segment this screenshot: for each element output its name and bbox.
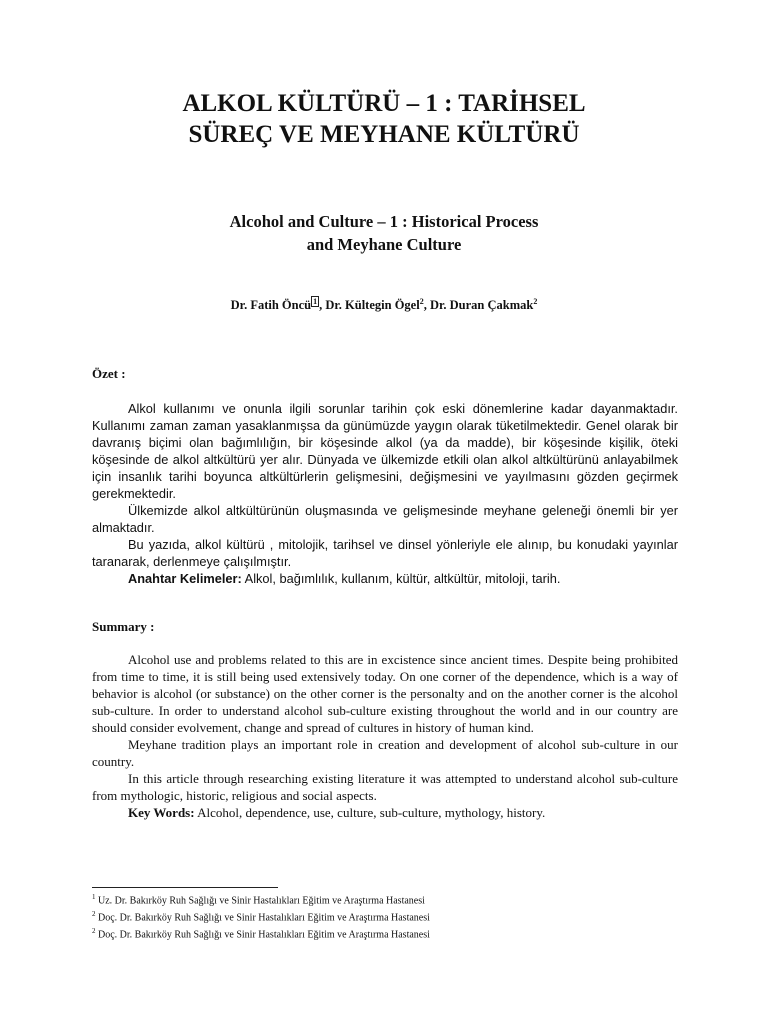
ozet-paragraph: Bu yazıda, alkol kültürü , mitolojik, tarihsel ve dinsel yönleriyle ele alınıp, bu konudaki yayınlar taranarak, derlenmeye çalışılmıştır. (92, 537, 678, 569)
summary-paragraph: Meyhane tradition plays an important role in creation and development of alcohol sub-culture in our country. (92, 737, 678, 769)
footnote-ref: 2 (419, 297, 424, 306)
title-line-1: ALKOL KÜLTÜRÜ – 1 : TARİHSEL (182, 90, 586, 117)
subtitle-line-1: Alcohol and Culture – 1 : Historical Process (229, 212, 539, 231)
summary-heading: Summary : (92, 619, 155, 634)
footnote-ref: 2 (533, 297, 538, 306)
summary-body (92, 651, 678, 821)
footnote-mark: 1 (92, 893, 96, 901)
footnotes (92, 891, 678, 941)
author-name: Dr. Kültegin Ögel (325, 298, 420, 313)
summary-paragraph: Alcohol use and problems related to this are in excistence since ancient times. Despite being prohibited from time to time, it is still being used extensively today. On one corner of the dependence, which is a way of behavior is alcohol (or substance) on the other corner is the personalty and on the another corner is the alcohol sub-culture. In order to understand alcohol sub-culture existing throughout the world and in our country are should consider evolvement, change and spread of cultures in history of human kind. (92, 652, 678, 735)
author-line: Dr. Fatih Öncü $^1$ , Dr. Kültegin Ögel$^2$, Dr. Duran Çakmak$^2$ (230, 297, 538, 313)
subtitle-line-2: and Meyhane Culture (306, 235, 462, 254)
english-subtitle (90, 210, 678, 256)
footnote-mark: 2 (92, 926, 96, 935)
footnote-mark: 2 (92, 909, 96, 918)
ozet-paragraph: Alkol kullanımı ve onunla ilgili sorunlar tarihin çok eski dönemlerine kadar dayanmaktadır. Kullanımı zaman zaman yasaklanmışsa da günümüzde yaygın olarak tüketilmektedir. Genel olarak bir davranış biçimi olan bağımlılığın, bir köşesinde alkol (ya da madde), bir köşesinde kişilik, öteki köşesinde de alkol altkültürü yer alır. Dünyada ve ülkemizde etkili olan alkol altkültürünü anlayabilmek için insanlık tarihi boyunca altkültürlerin gelişmesini, değişmesini ve yayılmasını gözden geçirmek gerekmektedir. (92, 401, 678, 501)
footnote-text: Uz. Dr. Bakırköy Ruh Sağlığı ve Sinir Hastalıkları Eğitim ve Araştırma Hastanesi (98, 895, 425, 907)
ozet-heading: Özet : (92, 366, 126, 381)
footnote (92, 891, 678, 908)
ozet-body (92, 400, 678, 587)
ozet-paragraph: Ülkemizde alkol altkültürünün oluşmasında ve gelişmesinde meyhane geleneği önemli bir yer almaktadır. (92, 503, 678, 535)
keywords-text: Alkol, bağımlılık, kullanım, kültür, altkültür, mitoloji, tarih. (244, 571, 561, 586)
summary-paragraph: In this article through researching existing literature it was attempted to understand alcohol sub-culture from mythologic, historic, religious and social aspects. (92, 771, 678, 803)
author-name: Dr. Fatih Öncü (230, 298, 312, 313)
footnote-divider (92, 887, 278, 888)
summary-keywords (92, 804, 678, 821)
footnote-ref[interactable]: 1 (313, 297, 318, 306)
author-name: Dr. Duran Çakmak (429, 298, 534, 313)
footnote-text: Doç. Dr. Bakırköy Ruh Sağlığı ve Sinir Hastalıkları Eğitim ve Araştırma Hastanesi (98, 928, 430, 940)
keywords-label: Anahtar Kelimeler: (128, 571, 242, 586)
title-line-2: SÜREÇ VE MEYHANE KÜLTÜRÜ (188, 121, 580, 148)
keywords-label: Key Words: (128, 805, 195, 820)
ozet-keywords (92, 570, 678, 587)
footnote (92, 925, 678, 942)
footnote (92, 908, 678, 925)
page-title (90, 88, 678, 150)
keywords-text: Alcohol, dependence, use, culture, sub-culture, mythology, history. (197, 805, 546, 820)
footnote-text: Doç. Dr. Bakırköy Ruh Sağlığı ve Sinir Hastalıkları Eğitim ve Araştırma Hastanesi (98, 912, 430, 924)
